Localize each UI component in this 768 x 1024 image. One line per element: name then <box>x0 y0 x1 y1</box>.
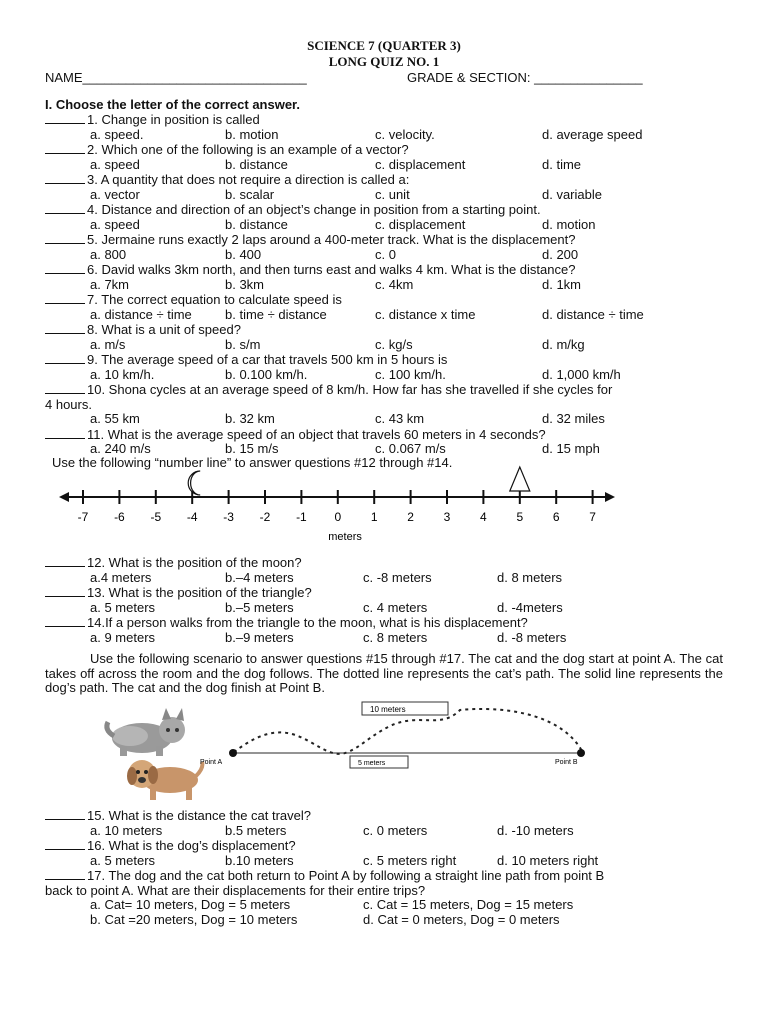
tick-label: 5 <box>516 510 524 524</box>
answer-option[interactable]: b. Cat =20 meters, Dog = 10 meters <box>90 911 298 927</box>
question-text <box>45 112 735 128</box>
moon-icon <box>188 471 200 495</box>
question-text <box>45 615 735 631</box>
answer-option[interactable]: b. time ÷ distance <box>225 306 327 322</box>
answer-option[interactable]: b. distance <box>225 156 288 172</box>
question-stem: 9. The average speed of a car that travels 500 km in 5 hours is <box>87 352 448 367</box>
answer-option[interactable]: b. 0.100 km/h. <box>225 366 308 382</box>
answer-blank[interactable] <box>45 555 85 567</box>
answer-option[interactable]: a. 7km <box>90 276 130 292</box>
questions-15-17 <box>45 808 735 927</box>
label-10-meters: 10 meters <box>370 705 406 714</box>
answer-option[interactable]: a. 800 <box>90 246 127 262</box>
answer-option[interactable]: d. m/kg <box>542 336 585 352</box>
answer-options <box>45 278 735 293</box>
question-stem: 15. What is the distance the cat travel? <box>87 808 312 823</box>
tick-label: 6 <box>552 510 560 524</box>
answer-option[interactable]: c. 4km <box>375 276 414 292</box>
answer-blank[interactable] <box>45 427 85 439</box>
number-line-figure <box>55 465 615 545</box>
answer-option[interactable]: c. kg/s <box>375 336 413 352</box>
answer-option[interactable]: c. 4 meters <box>363 599 428 615</box>
question-stem: 7. The correct equation to calculate speed is <box>87 292 342 307</box>
name-field[interactable]: NAME_______________________________ <box>45 70 307 85</box>
answer-options <box>45 158 735 173</box>
tick-label: -3 <box>223 510 234 524</box>
tick-label: 4 <box>480 510 487 524</box>
answer-blank[interactable] <box>45 382 85 394</box>
answer-option[interactable]: c. displacement <box>375 216 466 232</box>
left-arrow-icon <box>59 492 69 502</box>
answer-option[interactable]: a. 5 meters <box>90 852 156 868</box>
answer-option[interactable]: d. distance ÷ time <box>542 306 644 322</box>
answer-blank[interactable] <box>45 112 85 124</box>
answer-option[interactable]: c. 0.067 m/s <box>375 441 446 456</box>
answer-option[interactable]: c. 8 meters <box>363 629 428 645</box>
answer-option[interactable]: d. -4meters <box>497 599 563 615</box>
answer-option[interactable]: a. 10 km/h. <box>90 366 155 382</box>
label-point-a: Point A <box>200 759 223 766</box>
quiz-subtitle: LONG QUIZ NO. 1 <box>328 54 440 69</box>
answer-blank[interactable] <box>45 292 85 304</box>
answer-options <box>45 308 735 323</box>
question-stem: 2. Which one of the following is an example of a vector? <box>87 142 409 157</box>
answer-option[interactable]: a. 5 meters <box>90 599 156 615</box>
answer-options <box>45 631 735 646</box>
question-text <box>45 352 735 368</box>
question-stem: 11. What is the average speed of an object that travels 60 meters in 4 seconds? <box>87 426 546 442</box>
answer-blank[interactable] <box>45 202 85 214</box>
answer-option[interactable]: b.5 meters <box>225 822 287 838</box>
answer-option[interactable]: b. 400 <box>225 246 262 262</box>
answer-option[interactable]: d. 8 meters <box>497 569 563 585</box>
section-heading: I. Choose the letter of the correct answer. <box>45 97 301 112</box>
answer-blank[interactable] <box>45 585 85 597</box>
question-text <box>45 232 735 248</box>
answer-options <box>45 248 735 263</box>
question-text <box>45 292 735 308</box>
question-stem: 3. A quantity that does not require a direction is called a: <box>87 172 410 187</box>
dog-image <box>127 760 202 800</box>
question-text <box>45 382 735 398</box>
answer-option[interactable]: d. time <box>542 156 582 172</box>
question-text <box>45 555 735 571</box>
answer-blank[interactable] <box>45 615 85 627</box>
tick-label: -5 <box>150 510 162 524</box>
triangle-icon <box>510 467 530 491</box>
answer-option[interactable]: d. 10 meters right <box>497 852 599 868</box>
answer-option[interactable]: b.–4 meters <box>225 569 294 585</box>
answer-blank[interactable] <box>45 172 85 184</box>
tick-label: 3 <box>443 510 451 524</box>
answer-option[interactable]: c. 0 <box>375 246 396 262</box>
question-text <box>45 427 735 443</box>
answer-option[interactable]: c. 0 meters <box>363 822 428 838</box>
answer-option[interactable]: a. 9 meters <box>90 629 156 645</box>
answer-option[interactable]: b. 32 km <box>225 411 275 426</box>
tick-label: -1 <box>296 510 307 524</box>
answer-blank[interactable] <box>45 322 85 334</box>
answer-options <box>45 128 735 143</box>
answer-option[interactable]: b. scalar <box>225 186 275 202</box>
tick-label: 2 <box>407 510 414 524</box>
answer-option[interactable]: b.10 meters <box>225 852 294 868</box>
answer-blank[interactable] <box>45 352 85 364</box>
answer-option[interactable]: b.–9 meters <box>225 629 294 645</box>
answer-blank[interactable] <box>45 838 85 850</box>
cat-image <box>107 708 185 756</box>
answer-options <box>45 368 735 383</box>
cat-dog-diagram <box>100 700 620 808</box>
question-stem-continued: back to point A. What are their displacements for their entire trips? <box>45 882 426 898</box>
answer-blank[interactable] <box>45 232 85 244</box>
answer-options <box>45 854 735 869</box>
question-text <box>45 172 735 188</box>
answer-option[interactable]: d. 1,000 km/h <box>542 366 621 382</box>
point-a-dot <box>229 749 237 757</box>
answer-option[interactable]: a. distance ÷ time <box>90 306 192 322</box>
question-stem: 12. What is the position of the moon? <box>87 555 302 570</box>
tick-label: -4 <box>186 510 198 524</box>
answer-option[interactable]: d. variable <box>542 186 602 202</box>
answer-option[interactable]: d. 1km <box>542 276 582 292</box>
answer-option[interactable]: a. m/s <box>90 336 126 352</box>
numberline-instruction: Use the following “number line” to answer questions #12 through #14. <box>52 455 453 470</box>
answer-option[interactable]: d. -8 meters <box>497 629 567 645</box>
question-text <box>45 262 735 278</box>
answer-option[interactable]: b. 15 m/s <box>225 441 279 456</box>
answer-options <box>45 218 735 233</box>
label-point-b: Point B <box>555 759 578 766</box>
answer-option[interactable]: b. distance <box>225 216 288 232</box>
question-text <box>45 142 735 158</box>
question-stem: 13. What is the position of the triangle? <box>87 585 312 600</box>
questions-12-14 <box>45 555 735 645</box>
answer-option[interactable]: b. 3km <box>225 276 265 292</box>
question-stem-continued: 4 hours. <box>45 396 92 412</box>
answer-option[interactable]: a. speed <box>90 216 140 232</box>
questions-1-11 <box>45 112 735 457</box>
answer-option[interactable]: c. displacement <box>375 156 466 172</box>
question-stem: 6. David walks 3km north, and then turns east and walks 4 km. What is the distance? <box>87 262 576 277</box>
question-text <box>45 838 735 854</box>
answer-option[interactable]: d. motion <box>542 216 596 232</box>
question-stem: 17. The dog and the cat both return to Point A by following a straight line path from point B <box>87 868 605 883</box>
grade-section-field[interactable]: GRADE & SECTION: _______________ <box>407 70 643 85</box>
answer-option[interactable]: d. 15 mph <box>542 441 600 456</box>
answer-options <box>45 898 735 913</box>
question-stem: 14.If a person walks from the triangle to the moon, what is his displacement? <box>87 615 528 630</box>
tick-label: -7 <box>77 510 89 524</box>
answer-options <box>45 913 735 928</box>
answer-option[interactable]: c. 5 meters right <box>363 852 457 868</box>
question-stem: 5. Jermaine runs exactly 2 laps around a 400-meter track. What is the displacement? <box>87 232 576 247</box>
quiz-title: SCIENCE 7 (QUARTER 3) <box>307 38 461 53</box>
answer-option[interactable]: d. 32 miles <box>542 411 605 426</box>
question-text <box>45 202 735 218</box>
answer-blank[interactable] <box>45 808 85 820</box>
question-stem: 4. Distance and direction of an object’s change in position from a starting point. <box>87 202 541 217</box>
right-arrow-icon <box>605 492 615 502</box>
question-stem: 16. What is the dog’s displacement? <box>87 838 296 853</box>
tick-label: -2 <box>259 510 271 524</box>
answer-option[interactable]: c. 43 km <box>375 411 425 426</box>
answer-option[interactable]: d. -10 meters <box>497 822 574 838</box>
unit-label: meters <box>328 531 362 543</box>
answer-option[interactable]: a. speed <box>90 156 140 172</box>
answer-option[interactable]: a. 10 meters <box>90 822 163 838</box>
question-text <box>45 808 735 824</box>
question-stem: 10. Shona cycles at an average speed of 8 km/h. How far has she travelled if she cycles for <box>87 382 613 397</box>
answer-option[interactable]: c. -8 meters <box>363 569 432 585</box>
answer-options <box>45 338 735 353</box>
answer-option[interactable]: a. vector <box>90 186 140 202</box>
answer-option[interactable]: a. speed. <box>90 126 144 142</box>
answer-blank[interactable] <box>45 868 85 880</box>
answer-option[interactable]: a. 240 m/s <box>90 441 151 456</box>
answer-option[interactable]: d. 200 <box>542 246 579 262</box>
question-text <box>45 585 735 601</box>
question-stem: 1. Change in position is called <box>87 112 260 127</box>
answer-option[interactable]: c. unit <box>375 186 410 202</box>
tick-label: 1 <box>370 510 378 524</box>
answer-options <box>45 188 735 203</box>
answer-options <box>45 412 735 427</box>
answer-option[interactable]: b. motion <box>225 126 279 142</box>
answer-options <box>45 824 735 839</box>
question-text <box>45 868 735 884</box>
answer-options <box>45 601 735 616</box>
answer-option[interactable]: c. Cat = 15 meters, Dog = 15 meters <box>363 897 574 912</box>
scenario-text <box>45 652 723 696</box>
tick-label: -6 <box>114 510 125 524</box>
answer-blank[interactable] <box>45 262 85 274</box>
answer-option[interactable]: c. distance x time <box>375 306 476 322</box>
scenario-body: Use the following scenario to answer questions #15 through #17. The cat and the dog start at point A. The cat takes off across the room and the dog follows. The dotted line represents the cat’s path. The solid line represents the dog’s path. The cat and the dog finish at Point B. <box>45 651 723 695</box>
question-stem: 8. What is a unit of speed? <box>87 322 241 337</box>
answer-option[interactable]: b.–5 meters <box>225 599 294 615</box>
answer-option[interactable]: d. average speed <box>542 126 643 142</box>
answer-option[interactable]: d. Cat = 0 meters, Dog = 0 meters <box>363 911 560 927</box>
tick-label: 0 <box>334 510 342 524</box>
answer-options <box>45 571 735 586</box>
answer-blank[interactable] <box>45 142 85 154</box>
point-b-dot <box>577 749 585 757</box>
answer-option[interactable]: c. velocity. <box>375 126 435 142</box>
question-text <box>45 322 735 338</box>
answer-option[interactable]: a. Cat= 10 meters, Dog = 5 meters <box>90 897 291 912</box>
answer-option[interactable]: a. 55 km <box>90 411 140 426</box>
label-5-meters: 5 meters <box>358 760 386 767</box>
answer-option[interactable]: a.4 meters <box>90 569 152 585</box>
answer-option[interactable]: c. 100 km/h. <box>375 366 446 382</box>
tick-label: 7 <box>589 510 596 524</box>
answer-option[interactable]: b. s/m <box>225 336 261 352</box>
